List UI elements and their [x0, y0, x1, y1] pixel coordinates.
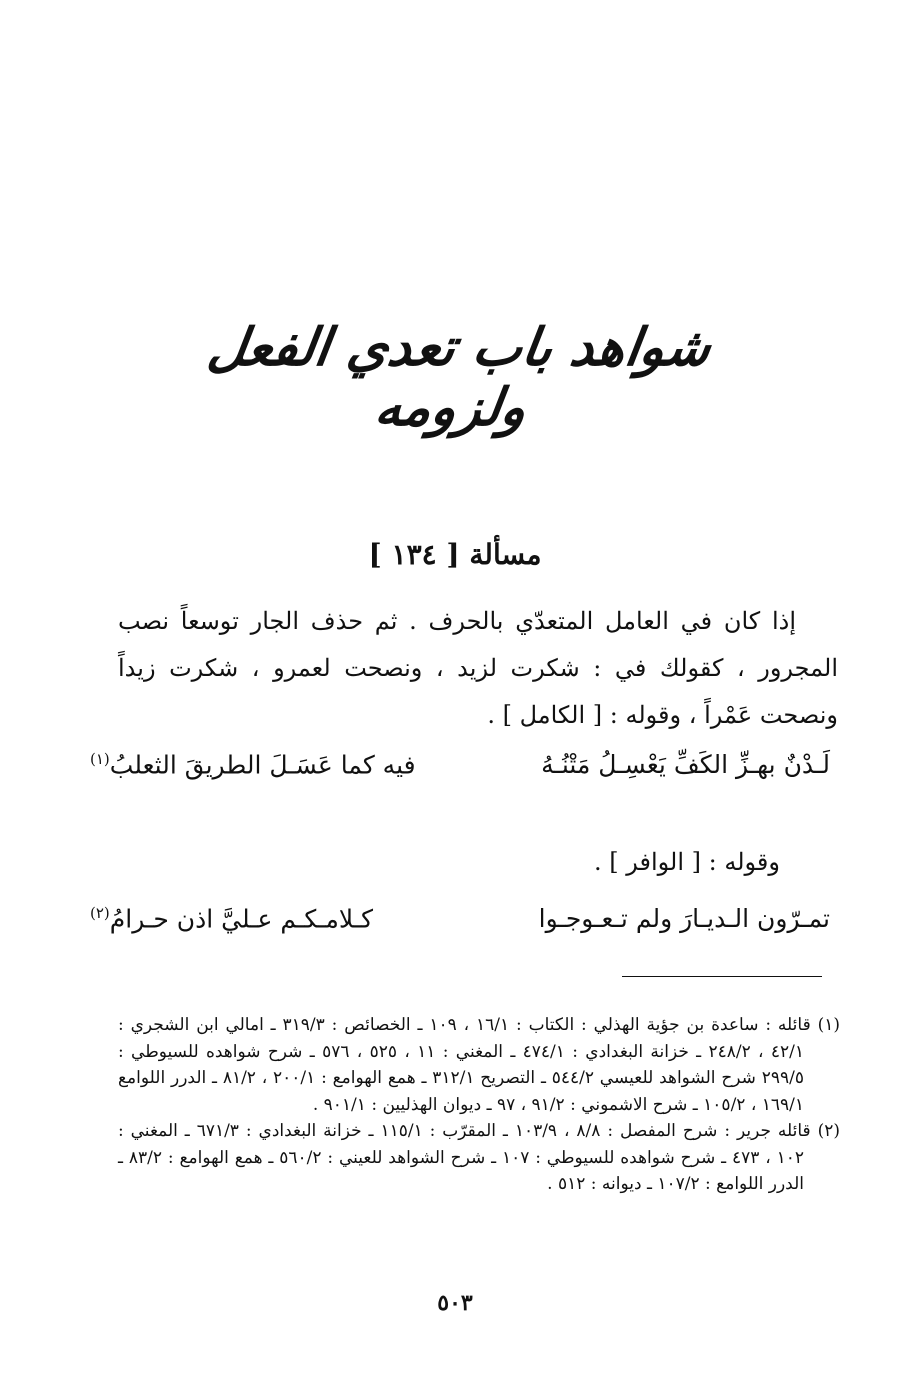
body-paragraph-block	[118, 598, 838, 739]
chapter-title: شواهد باب تعدي الفعل ولزومه	[204, 318, 715, 438]
verse-1-second-half: فيه كما عَسَـلَ الطريقَ الثعلبُ	[109, 750, 416, 780]
footnote-1-text: قائله : ساعدة بن جؤية الهذلي : الكتاب : ١٦/١ ، ١٠٩ ـ الخصائص : ٣١٩/٣ ـ امالي ابن الشجري : ٤٢/١ ، ٢٤٨/٢ ـ خزانة البغدادي : ٤٧٤/١ ـ المغني : ١١ ، ٥٢٥ ، ٥٧٦ ـ شرح شواهده للسيوطي : ٢٩٩/٥ شرح الشواهد للعيسي ٥٤٤/٢ ـ التصريح ٣١٢/١ ـ همع الهوامع : ٢٠٠/١ ، ٨١/٢ ـ الدرر اللوامع ١٦٩/١ ، ١٠٥/٢ ـ شرح الاشموني : ٩١/٢ ، ٩٧ ـ ديوان الهذليين : ٩٠١/١ .	[118, 1015, 811, 1115]
footnote-2	[118, 1118, 840, 1198]
footnotes	[118, 1012, 840, 1198]
issue-heading: مسألة [ ١٣٤ ]	[368, 538, 542, 571]
verse-2	[90, 904, 830, 933]
footnote-separator	[622, 976, 822, 978]
page-number: ٥٠٣	[437, 1290, 473, 1316]
verse-2-second-half: كـلامـكـم عـليَّ اذن حـرامُ	[109, 904, 374, 934]
footnote-2-text: قائله جرير : شرح المفصل : ٨/٨ ، ١٠٣/٩ ـ المقرّب : ١١٥/١ ـ خزانة البغدادي : ٦٧١/٣ ـ المغني : ١٠٢ ، ٤٧٣ ـ شرح شواهده للسيوطي : ١٠٧ ـ شرح الشواهد للعيني : ٥٦٠/٢ ـ همع الهوامع : ٨٣/٢ ـ الدرر اللوامع : ١٠٧/٢ ـ ديوانه : ٥١٢ .	[118, 1121, 811, 1194]
verse-1-second-half-wrap	[90, 750, 416, 779]
verse-1	[90, 750, 830, 779]
footnote-ref-1: (١)	[90, 750, 110, 768]
verse-2-second-half-wrap	[90, 904, 373, 933]
footnote-2-marker: (٢)	[817, 1121, 841, 1141]
body-paragraph: إذا كان في العامل المتعدّي بالحرف . ثم حذف الجار توسعاً نصب المجرور ، كقولك في : شكرت لزيد ، ونصحت لعمرو ، شكرت زيداً ونصحت عَمْراً ، وقوله : [ الكامل ] .	[118, 607, 838, 729]
footnote-1-marker: (١)	[817, 1015, 841, 1035]
footnote-1	[118, 1012, 840, 1118]
verse-1-first-half: لَـدْنٌ بهـزِّ الكَفِّ يَعْسِـلُ مَتْنُـهُ	[541, 750, 830, 779]
verse-2-intro: وقوله : [ الوافر ] .	[594, 848, 780, 876]
footnote-ref-2: (٢)	[90, 904, 110, 922]
verse-2-first-half: تمـرّون الـديـارَ ولم تـعـوجـوا	[538, 904, 830, 933]
